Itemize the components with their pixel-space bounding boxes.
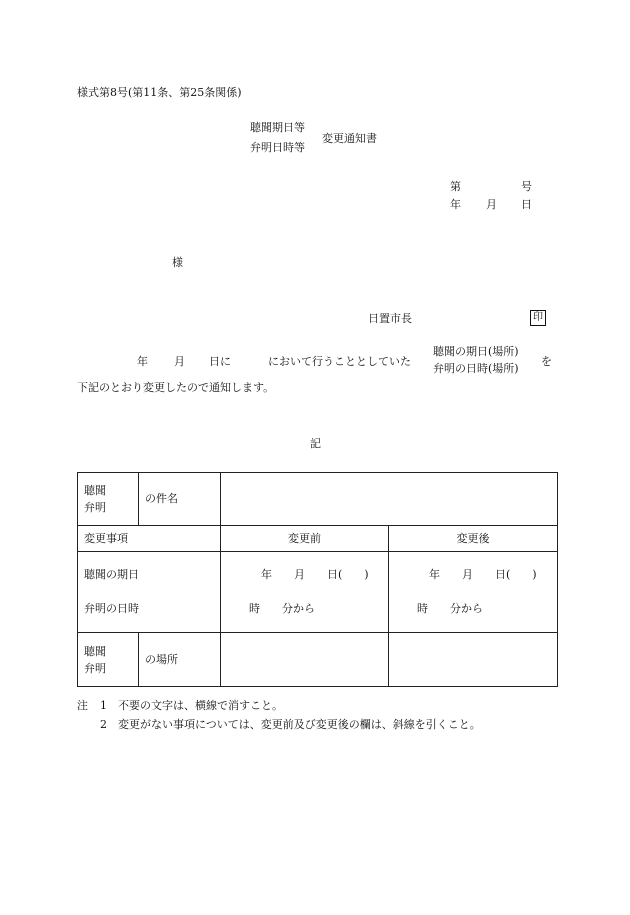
body-line2: 下記のとおり変更したので通知します。 <box>77 381 275 394</box>
datetime-before-cell <box>221 552 389 633</box>
body-month: 月 <box>174 355 185 368</box>
title-choice <box>250 118 305 158</box>
place-type-explanation: 弁明 <box>84 661 106 675</box>
place-type-cell <box>78 633 139 687</box>
doc-number-prefix: 第 <box>450 180 461 193</box>
table-row-subject <box>78 473 558 526</box>
body-choice-explanation: 弁明の日時(場所) <box>433 362 519 375</box>
body-day: 日に <box>209 355 231 368</box>
table-row-header <box>78 526 558 552</box>
body-wo: を <box>541 355 552 368</box>
doc-number-suffix: 号 <box>521 180 532 193</box>
table-row-place <box>78 633 558 687</box>
title-line-hearing: 聴聞期日等 <box>250 121 305 134</box>
before-time: 時 分から <box>249 602 315 615</box>
note-1-text: 不要の文字は、横線で消すこと。 <box>118 699 283 712</box>
title-suffix: 変更通知書 <box>322 132 377 145</box>
subject-type-cell <box>78 473 139 526</box>
header-before: 変更前 <box>221 526 389 552</box>
seal-mark: 印 <box>530 310 546 326</box>
doc-date-year: 年 <box>450 198 461 211</box>
ki-mark: 記 <box>310 437 321 450</box>
datetime-label-cell <box>78 552 221 633</box>
note-2-text: 変更がない事項については、変更前及び変更後の欄は、斜線を引くこと。 <box>118 718 481 731</box>
body-choice-hearing: 聴聞の期日(場所) <box>433 345 519 358</box>
after-time: 時 分から <box>417 602 483 615</box>
body-middle: において行うこととしていた <box>268 355 411 368</box>
title-line-explanation: 弁明日時等 <box>250 141 305 154</box>
subject-label: の件名 <box>139 473 221 526</box>
datetime-after-cell <box>389 552 558 633</box>
note-2-number: 2 <box>100 718 107 731</box>
subject-type-explanation: 弁明 <box>84 501 106 514</box>
notes-head: 注 <box>77 699 88 712</box>
issuer: 日置市長 <box>368 312 412 325</box>
place-after-cell <box>389 633 558 687</box>
subject-type-hearing: 聴聞 <box>84 484 106 497</box>
note-1-number: 1 <box>100 699 107 712</box>
header-item: 変更事項 <box>78 526 221 552</box>
after-date: 年 月 日( ) <box>429 568 537 581</box>
form-number: 様式第8号(第11条、第25条関係) <box>77 86 242 99</box>
datetime-label-hearing: 聴聞の期日 <box>84 568 139 581</box>
datetime-label-explanation: 弁明の日時 <box>84 602 139 615</box>
table-row-datetime <box>78 552 558 633</box>
subject-value-cell <box>221 473 558 526</box>
body-choice <box>433 343 519 377</box>
doc-date-month: 月 <box>486 198 497 211</box>
before-date: 年 月 日( ) <box>261 568 369 581</box>
addressee-suffix: 様 <box>172 256 183 269</box>
place-label: の場所 <box>139 633 221 687</box>
place-before-cell <box>221 633 389 687</box>
place-type-hearing: 聴聞 <box>84 644 106 658</box>
change-table <box>77 472 558 687</box>
doc-date-day: 日 <box>521 198 532 211</box>
header-after: 変更後 <box>389 526 558 552</box>
body-year: 年 <box>137 355 148 368</box>
